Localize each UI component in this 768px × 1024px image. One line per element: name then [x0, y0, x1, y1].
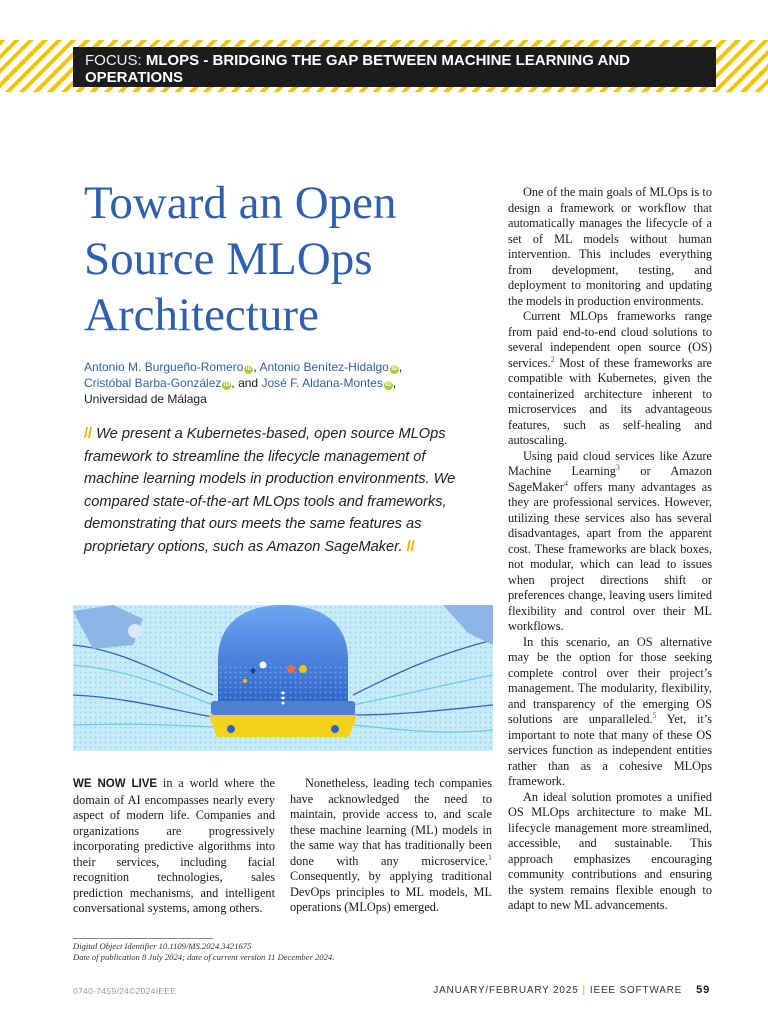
- paragraph-text: Yet, it’s important to note that many of these OS services function as independent entities rather than as a cohesive MLOps framework.: [508, 712, 712, 788]
- paragraph-text: offers many advantages as they are professional services. However, utilizing these services also has several disadvantages, apart from the apparent cost. These frameworks are black boxes, not modular, which can lead to issues when project directions shift or preferences change, leaving users limited flexibility and control over their ML workflows.: [508, 479, 712, 633]
- paragraph-text: Nonetheless, leading tech companies have acknowledged the need to maintain, provide access to, and scale these machine learning (ML) models in the same way that has traditionally been done with any microservice.: [290, 776, 492, 868]
- issue-date: JANUARY/FEBRUARY 2025: [433, 985, 579, 996]
- article-title: Toward an Open Source MLOps Architecture: [84, 177, 397, 341]
- reference-link[interactable]: 3: [615, 462, 620, 472]
- orcid-icon[interactable]: iD: [223, 382, 230, 388]
- paragraph: [290, 776, 492, 916]
- body-column-1: [73, 776, 275, 917]
- doi-line: Digital Object Identifier 10.1109/MS.2024.3421675: [73, 941, 252, 951]
- focus-label: FOCUS:: [85, 52, 142, 69]
- author-separator: ,: [253, 360, 260, 374]
- paragraph: [508, 309, 712, 449]
- publication-dates: Date of publication 8 July 2024; date of current version 11 December 2024.: [73, 952, 335, 962]
- paragraph-text: Most of these frameworks are compatible with Kubernetes, given the containerized architecture inherent to microservices and its advantageous features, such as self-healing and autoscaling.: [508, 355, 712, 447]
- author-separator: ,: [398, 360, 403, 374]
- paragraph-text: In this scenario, an OS alternative may be the option for those seeking complete control over their project’s management. The modularity, flexibility, and transparency of the emerging OS solutions are unparalleled.: [508, 634, 712, 726]
- journal-name: IEEE SOFTWARE: [589, 985, 683, 996]
- paragraph-text: Consequently, by applying traditional DevOps principles to ML models, ML operations (MLOps) emerged.: [290, 869, 492, 914]
- paragraph: [508, 449, 712, 635]
- abstract: [84, 423, 462, 558]
- body-column-2: [290, 776, 492, 916]
- reference-link[interactable]: 4: [564, 478, 568, 488]
- issn-copyright: 0740-7459/24©2024IEEE: [73, 986, 177, 996]
- reference-link[interactable]: 2: [550, 354, 555, 364]
- footnote-rule: [73, 938, 213, 939]
- reference-link[interactable]: 5: [652, 710, 657, 720]
- author-separator: ,: [392, 376, 397, 390]
- focus-banner: [73, 47, 716, 87]
- intro-paragraph: [73, 776, 275, 917]
- author-name[interactable]: Antonio Benítez-Hidalgo: [259, 360, 389, 374]
- paragraph: [508, 635, 712, 790]
- affiliation: Universidad de Málaga: [84, 392, 207, 406]
- reference-link[interactable]: 1: [488, 852, 492, 862]
- abstract-close-marker: //: [406, 538, 415, 555]
- footnote: [73, 941, 493, 963]
- paragraph-text: in a world where the domain of AI encompasses nearly every aspect of modern life. Companies and organizations are progressively incorporating predictive algorithms into their services, including facial recognition technologies, sales prediction mechanisms, and intelligent conversational systems, among others.: [73, 776, 275, 915]
- orcid-icon[interactable]: iD: [391, 366, 398, 372]
- footer-separator: |: [582, 985, 586, 996]
- author-name[interactable]: Cristóbal Barba-González: [84, 376, 222, 390]
- abstract-text: We present a Kubernetes-based, open source MLOps framework to streamline the lifecycle management of machine learning models in production environments. We compared state-of-the-art MLOps tools and frameworks, demonstrating that ours meets the same features as proprietary options, such as Amazon SageMaker.: [84, 426, 456, 555]
- orcid-icon[interactable]: iD: [245, 366, 252, 372]
- paragraph-text: or Amazon SageMaker: [508, 464, 713, 494]
- author-name[interactable]: Antonio M. Burgueño-Romero: [84, 360, 244, 374]
- author-separator: , and: [231, 376, 262, 390]
- focus-topic: MLOPS - BRIDGING THE GAP BETWEEN MACHINE LEARNING AND OPERATIONS: [85, 52, 631, 86]
- page-number: 59: [696, 984, 710, 996]
- robot-illustration: [73, 605, 493, 751]
- orcid-icon[interactable]: iD: [385, 382, 392, 388]
- paragraph-text: Using paid cloud services like Azure Machine Learning: [508, 448, 712, 478]
- paragraph: An ideal solution promotes a unified OS MLOps architecture to make ML lifecycle management more streamlined, accessible, and sustainable. This approach emphasizes encouraging community contributions and ensuring the system remains flexible enough to adapt to new ML advancements.: [508, 789, 712, 912]
- running-footer: [433, 984, 710, 996]
- body-column-3: [508, 185, 712, 914]
- author-name[interactable]: José F. Aldana-Montes: [261, 376, 383, 390]
- paragraph: One of the main goals of MLOps is to design a framework or workflow that automatically manages the lifecycle of a set of ML models without human intervention. This includes everything from development, testing, and deployment to monitoring and updating the models in production environments.: [508, 185, 712, 308]
- paragraph-text: Current MLOps frameworks range from paid end-to-end cloud solutions to several independent open source (OS) services.: [508, 309, 712, 370]
- author-list: [84, 359, 464, 407]
- lead-in: WE NOW LIVE: [73, 778, 158, 790]
- abstract-open-marker: //: [84, 426, 93, 442]
